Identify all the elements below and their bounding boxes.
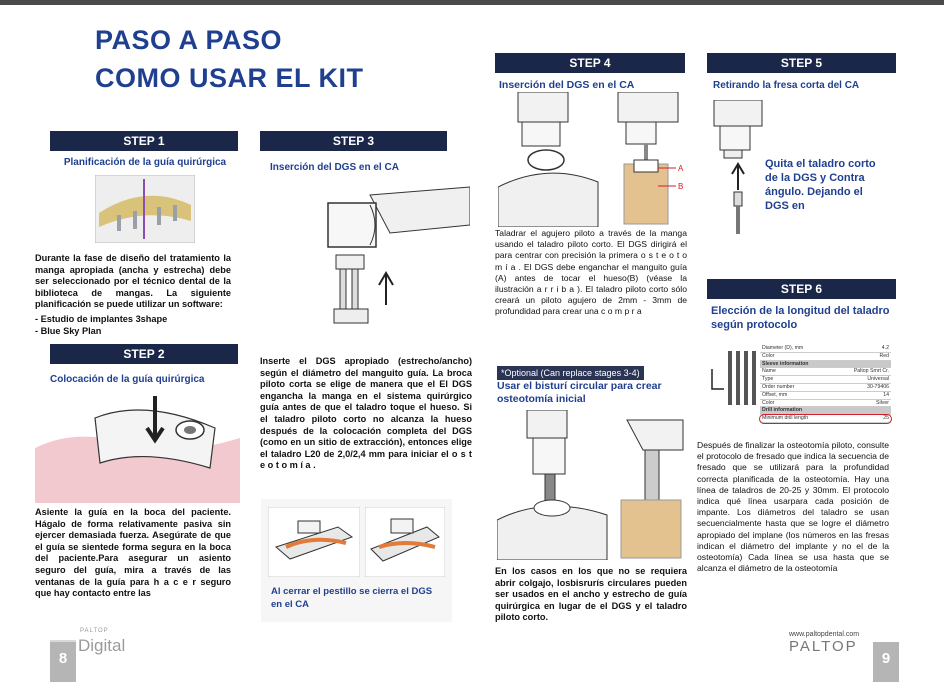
step6-table-key: Color xyxy=(762,399,775,406)
step6-table xyxy=(760,345,891,423)
step6-table-key: Minimum drill length xyxy=(762,415,809,422)
step6-table-key: Name xyxy=(762,368,776,375)
step6-table-row xyxy=(760,400,891,408)
page-number-right: 9 xyxy=(873,642,899,682)
step6-table-value: Silver xyxy=(876,399,889,406)
step1-list-2: - Blue Sky Plan xyxy=(35,326,102,336)
step6-table-value: 14 xyxy=(883,391,889,398)
step6-table-row xyxy=(760,384,891,392)
footer-url[interactable]: www.paltopdental.com xyxy=(789,631,860,638)
brand-small-left: PALTOP xyxy=(80,628,109,634)
step1-body: Durante la fase de diseño del tratamiento la manga apropiada (ancha y estrecha) debe ser seleccionado por el técnico dental de la biblioteca de mangas. La siguiente planificación se puede utilizar un software: xyxy=(35,253,231,310)
step3-subtitle: Inserción del DGS en el CA xyxy=(270,162,399,173)
step1-subtitle: Planificación de la guía quirúrgica xyxy=(63,157,227,168)
step6-drills-image xyxy=(708,347,758,409)
step5-note: Quita el taladro corto de la DGS y Contra ángulo. Dejando el DGS en xyxy=(765,158,876,212)
page-title-line2: COMO USAR EL KIT xyxy=(95,63,364,93)
step5-image xyxy=(710,100,766,235)
step3-header: STEP 3 xyxy=(260,131,447,151)
step6-table-row xyxy=(760,415,891,423)
step3-image xyxy=(310,185,470,350)
step5-subtitle: Retirando la fresa corta del CA xyxy=(713,80,860,91)
step6-table-key: Diameter (D), mm xyxy=(762,345,804,351)
step6-table-row xyxy=(760,392,891,400)
step3-latch-image-2 xyxy=(365,507,445,577)
step6-table-key: Color xyxy=(762,352,775,359)
step6-header: STEP 6 xyxy=(707,279,896,299)
step6-table-row xyxy=(760,353,891,361)
step6-subtitle: Elección de la longitud del taladro según protocolo xyxy=(711,305,890,331)
step2-subtitle: Colocación de la guía quirúrgica xyxy=(50,374,205,385)
step1-list-1: - Estudio de implantes 3shape xyxy=(35,314,168,324)
step6-table-key: Order number xyxy=(762,383,795,390)
step4-marker-b: B xyxy=(678,182,684,191)
step6-table-value: 25 xyxy=(883,415,889,422)
step5-header: STEP 5 xyxy=(707,53,896,73)
step4-body2: En los casos en los que no se requiera abrir colgajo, losbisrurís circulares pueden ser usados en el ancho y estrecho de guía quirúrgica en lugar de el DGS y el taladro piloto corto. xyxy=(495,566,687,623)
step6-table-row xyxy=(760,376,891,384)
step3-caption: Al cerrar el pestillo se cierra el DGS en el CA xyxy=(271,586,433,610)
step6-table-value: Paltop Smrt Cr. xyxy=(853,368,889,375)
step6-table-key: Drill information xyxy=(762,407,803,414)
step6-table-row xyxy=(760,361,891,369)
page-title-line1: PASO A PASO xyxy=(95,25,283,55)
step6-table-key: Sleeve information xyxy=(762,360,809,367)
step2-image xyxy=(35,388,240,503)
step6-table-value: 30-79406 xyxy=(867,383,889,390)
step1-header: STEP 1 xyxy=(50,131,238,151)
step3-latch-image-1 xyxy=(268,507,360,577)
step1-image xyxy=(95,175,195,243)
step4-subtitle: Inserción del DGS en el CA xyxy=(499,79,635,91)
step3-body: Inserte el DGS apropiado (estrecho/ancho) según el diámetro del manguito guía. La broca piloto corta se elige de manera que el El DGS engancha la manga en el sistema quirúrgico guía antes de que el taladro toque el hueso. Si el taladro piloto corto no alcanza la hueso después de la colocación completa del DGS (como en un sitio de extracción), entonces elige el taladro L20 de 2,0/2,4 mm para iniciar el o s t e o t o m í a . xyxy=(260,356,472,471)
step4-marker-a: A xyxy=(678,164,684,173)
step4-image xyxy=(498,92,690,227)
step6-table-row xyxy=(760,368,891,376)
step6-table-value: 4.2 xyxy=(881,345,889,351)
step4-body: Taladrar el agujero piloto a través de la manga usando el taladro piloto corto. El DGS dirigirá el para centrar con precisión la primera o s t e o t o m í a . El DGS debe enganchar el manguito guía (A) antes de tocar el hueso(B) (véase la ilustración a r r i b a ). El taladro piloto corto sólo creará un piloto agujero de 2mm - 3mm de profundidad para crear una c o m p r a xyxy=(495,228,687,317)
step4-header: STEP 4 xyxy=(495,53,685,73)
step6-table-row xyxy=(760,345,891,353)
brand-digital: Digital xyxy=(78,636,126,655)
step2-body: Asiente la guía en la boca del paciente. Hágalo de forma relativamente pasiva sin ejercer demasiada fuerza. Asegúrate de que el guía se sientede forma segura en la boca del paciente.Para asegurar un asiento seguro del guía, mira a través de las ventanas de la guía para h a c e r seguro que hay contacto entre las xyxy=(35,507,231,599)
brand-paltop-right: PALTOP xyxy=(789,638,858,655)
step6-table-value: Universal xyxy=(867,376,889,383)
step6-table-key: Type xyxy=(762,376,774,383)
step2-header: STEP 2 xyxy=(50,344,238,364)
step4-optional-label: *Optional (Can replace stages 3-4) xyxy=(497,366,644,380)
step4-image2 xyxy=(497,410,689,560)
page-number-left: 8 xyxy=(50,642,76,682)
step6-table-row xyxy=(760,407,891,415)
step4-subtitle2: Usar el bisturí circular para crear osteotomía inicial xyxy=(497,380,662,405)
step6-body: Después de finalizar la osteotomía piloto, consulte el protocolo de fresado que indica la secuencia de fresado que se utilizará para la profundidad correcta planificada de la osteotomía. Hay una línea de taladros de 20-25 y 30mm. El protocolo indica qué línea usarpara cada posición de impante. Los diámetros del taladro se usan secuencialmente hasta que se logre el diámetro apropiado del implane (los números en las fresas indican el diámetro del implante y no el de la osteotomía) Cada línea se usa hasta que se alcanza el diámetro de la osteotomía xyxy=(697,440,889,574)
step6-table-value: Red xyxy=(879,352,889,359)
top-border xyxy=(0,0,944,5)
step6-table-key: Offset, mm xyxy=(762,391,788,398)
